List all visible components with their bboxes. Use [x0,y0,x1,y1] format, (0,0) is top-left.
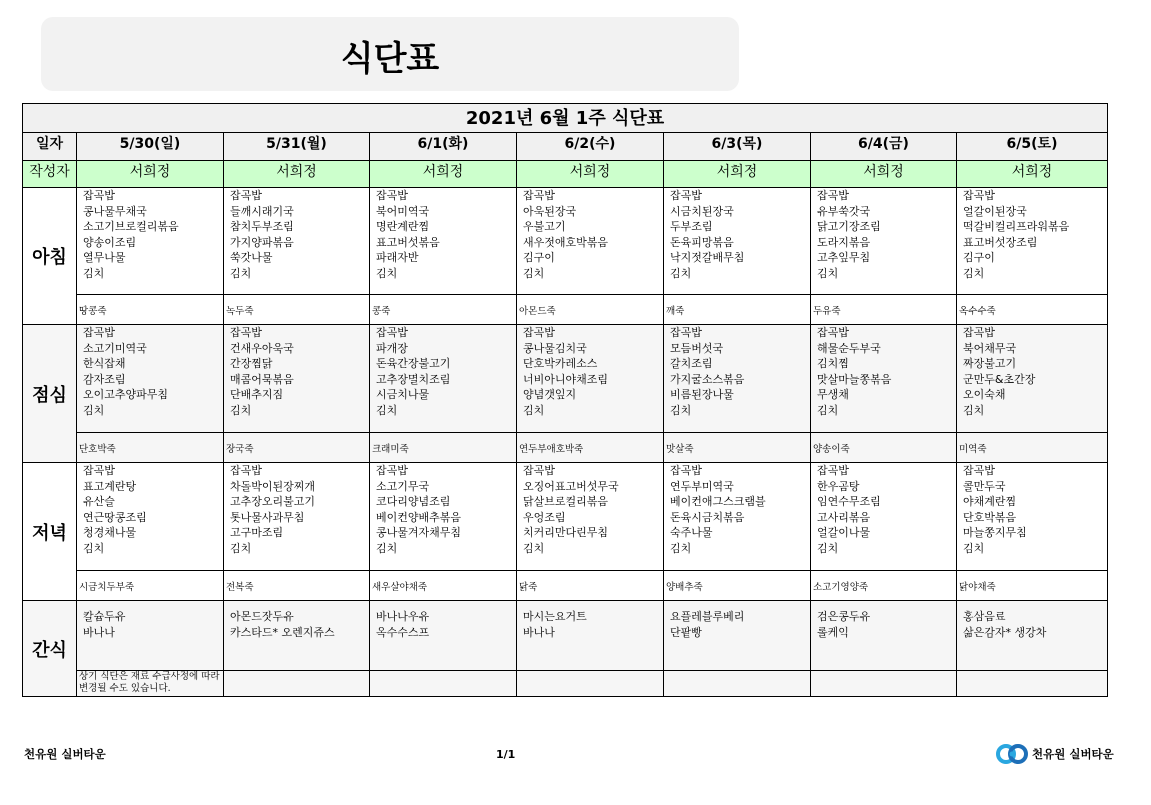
menu-item: 베이컨애그스크램블 [670,495,766,508]
meal-cell [224,188,370,295]
menu-item: 잡곡밥 [963,189,995,202]
porridge-row [23,433,1108,463]
menu-item: 김치 [670,541,692,555]
menu-item: 매콤어묵볶음 [230,372,294,386]
menu-item: 양송이조림 [83,235,137,249]
day-date: 6/4(금) [811,133,957,161]
menu-item: 바나나 [83,625,115,639]
menu-item: 김치 [523,266,545,280]
menu-item: 김치 [523,403,545,417]
menu-item: 소고기미역국 [83,341,147,355]
day-date: 6/5(토) [957,133,1108,161]
menu-item: 잡곡밥 [670,326,702,339]
menu-item: 잡곡밥 [523,326,555,339]
meal-row [23,601,1108,671]
menu-item: 열무나물 [83,251,126,264]
menu-item: 군만두&초간장 [963,372,1036,386]
menu-item: 롤케익 [817,625,849,639]
menu-item: 김치 [963,541,985,555]
menu-item: 얼갈이된장국 [963,204,1027,218]
menu-item: 한식잡채 [83,357,126,370]
meal-cell [517,601,664,671]
porridge-cell: 새우살야채죽 [370,571,517,601]
meal-cell [370,325,517,433]
menu-item: 쑥갓나물 [230,251,273,264]
menu-item: 아욱된장국 [523,204,577,218]
menu-item: 파래자반 [376,251,419,264]
meal-cell [957,601,1108,671]
menu-item: 시금치나물 [376,388,430,401]
menu-item: 마늘쫑지무침 [963,526,1027,539]
meal-cell [77,463,224,571]
menu-item: 잡곡밥 [523,189,555,202]
porridge-cell: 콩죽 [370,295,517,325]
menu-item: 김치찜 [817,357,849,370]
meal-label: 아침 [23,188,77,325]
meal-cell [664,463,811,571]
menu-item: 건새우아욱국 [230,341,294,355]
meal-label: 점심 [23,325,77,463]
meal-cell [77,325,224,433]
writer-label: 작성자 [23,161,77,188]
porridge-cell: 전복죽 [224,571,370,601]
menu-item: 잡곡밥 [83,189,115,202]
porridge-cell: 미역죽 [957,433,1108,463]
meal-cell [664,601,811,671]
day-date: 6/2(수) [517,133,664,161]
menu-item: 김치 [817,403,839,417]
menu-item: 한우곰탕 [817,479,860,493]
menu-item: 잡곡밥 [670,464,702,477]
day-date: 5/30(일) [77,133,224,161]
menu-item: 치커리만다린무침 [523,526,609,539]
menu-item: 잡곡밥 [817,326,849,339]
menu-item: 무생채 [817,388,849,401]
meal-cell [811,463,957,571]
menu-item: 떡갈비컬리프라워볶음 [963,220,1070,233]
footer-org-name: 천유원 실버타운 [24,747,106,761]
menu-item: 고추장멸치조림 [376,372,451,386]
menu-item: 표고버섯볶음 [376,235,440,249]
menu-item: 단호박카레소스 [523,357,598,370]
menu-item: 북어미역국 [376,204,430,218]
menu-item: 김치 [523,541,545,555]
menu-item: 유산슬 [83,495,115,508]
porridge-cell: 맛살죽 [664,433,811,463]
menu-item: 너비아니야채조림 [523,372,609,386]
menu-item: 가지굴소스볶음 [670,372,745,386]
writer-row [23,161,1108,188]
menu-item: 잡곡밥 [376,326,408,339]
day-date: 6/3(목) [664,133,811,161]
meal-cell [224,463,370,571]
date-label: 일자 [23,133,77,161]
porridge-cell: 땅콩죽 [77,295,224,325]
porridge-row [23,671,1108,697]
meal-cell [224,601,370,671]
menu-item: 짜장불고기 [963,357,1017,370]
menu-item: 단팥빵 [670,625,702,639]
menu-item: 단호박볶음 [963,510,1017,524]
meal-cell [77,188,224,295]
menu-item: 간장찜닭 [230,357,273,370]
menu-item: 임연수무조림 [817,495,881,508]
meal-label: 간식 [23,601,77,697]
meal-cell [370,463,517,571]
menu-item: 두부조림 [670,220,713,233]
meal-cell [370,188,517,295]
date-row [23,133,1108,161]
menu-item: 콩나물겨자채무침 [376,526,462,539]
meal-cell [517,188,664,295]
meal-cell [811,188,957,295]
porridge-cell: 닭야채죽 [957,571,1108,601]
menu-item: 닭살브로컬리볶음 [523,495,609,508]
day-writer: 서희정 [224,161,370,188]
menu-item: 갈치조림 [670,357,713,370]
menu-item: 표고버섯장조림 [963,235,1038,249]
menu-item: 옥수수스프 [376,625,430,639]
menu-item: 시금치된장국 [670,204,734,218]
menu-item: 돈육피망볶음 [670,235,734,249]
menu-item: 야채계란찜 [963,495,1017,508]
meal-label: 저녁 [23,463,77,601]
porridge-cell: 양송이죽 [811,433,957,463]
meal-cell [957,463,1108,571]
empty-cell [517,671,664,697]
chunyuwon-logo-icon [996,742,1030,766]
page-title-box [41,17,739,91]
meal-row [23,463,1108,571]
porridge-row [23,295,1108,325]
menu-item: 연두부미역국 [670,479,734,493]
menu-item: 소고기무국 [376,479,430,493]
menu-item: 칼슘두유 [83,610,126,623]
menu-item: 가지양파볶음 [230,235,294,249]
menu-item: 우불고기 [523,220,566,233]
menu-item: 바나나 [523,625,555,639]
day-date: 6/1(화) [370,133,517,161]
menu-item: 고사리볶음 [817,510,871,524]
menu-item: 잡곡밥 [817,189,849,202]
day-writer: 서희정 [957,161,1108,188]
menu-item: 베이컨양배추볶음 [376,510,462,524]
menu-item: 들깨시래기국 [230,204,294,218]
menu-item: 오이고추양파무침 [83,388,169,401]
note-cell [77,671,224,697]
menu-item: 닭고기장조림 [817,220,881,233]
meal-cell [664,188,811,295]
menu-item: 잡곡밥 [230,326,262,339]
empty-cell [224,671,370,697]
meal-cell [224,325,370,433]
meal-cell [77,601,224,671]
logo-text: 천유원 실버타운 [1032,747,1114,761]
empty-cell [370,671,517,697]
menu-item: 김치 [83,541,105,555]
menu-item: 참치두부조림 [230,220,294,233]
menu-item: 단배추지짐 [230,388,284,401]
porridge-cell: 시금치두부죽 [77,571,224,601]
menu-item: 돈육시금치볶음 [670,510,745,524]
menu-item: 새우젓애호박볶음 [523,235,609,249]
day-date: 5/31(월) [224,133,370,161]
menu-item: 해물순두부국 [817,341,881,355]
menu-item: 톳나물사과무침 [230,510,305,524]
menu-item: 도라지볶음 [817,235,871,249]
menu-item: 김치 [230,403,252,417]
menu-item: 김치 [83,266,105,280]
meal-cell [517,463,664,571]
menu-item: 잡곡밥 [83,326,115,339]
menu-item: 잡곡밥 [230,189,262,202]
menu-item: 콩나물김치국 [523,341,587,355]
menu-table [22,103,1108,697]
day-writer: 서희정 [517,161,664,188]
porridge-row [23,571,1108,601]
porridge-cell: 양배추죽 [664,571,811,601]
menu-item: 고구마조림 [230,526,284,539]
menu-item: 김치 [376,403,398,417]
page-number: 1/1 [496,748,516,761]
menu-item: 콩나물무채국 [83,204,147,218]
menu-item: 북어채무국 [963,341,1017,355]
day-writer: 서희정 [811,161,957,188]
menu-item: 잡곡밥 [230,464,262,477]
menu-item: 김치 [83,403,105,417]
porridge-cell: 녹두죽 [224,295,370,325]
menu-item: 김치 [376,541,398,555]
menu-item: 김치 [670,403,692,417]
menu-item: 잡곡밥 [817,464,849,477]
menu-item: 명란계란찜 [376,220,430,233]
porridge-cell: 소고기영양죽 [811,571,957,601]
porridge-cell: 닭죽 [517,571,664,601]
menu-item: 김치 [963,266,985,280]
meal-cell [957,188,1108,295]
porridge-cell: 크래미죽 [370,433,517,463]
menu-item: 삶은감자* 생강차 [963,625,1047,639]
menu-item: 오이숙채 [963,388,1006,401]
table-title: 2021년 6월 1주 식단표 [23,104,1108,133]
menu-item: 김치 [817,541,839,555]
menu-item: 오징어표고버섯무국 [523,479,619,493]
menu-item: 마시는요거트 [523,610,587,623]
menu-item: 김치 [963,403,985,417]
porridge-cell: 연두부애호박죽 [517,433,664,463]
menu-item: 검은콩두유 [817,610,871,623]
menu-item: 김치 [230,541,252,555]
menu-item: 카스타드* 오렌지쥬스 [230,625,335,639]
menu-item: 낙지젓갈배무침 [670,251,745,264]
menu-item: 맛살마늘쫑볶음 [817,372,892,386]
menu-item: 김치 [376,266,398,280]
meal-cell [517,325,664,433]
menu-item: 차돌박이된장찌개 [230,479,316,493]
menu-item: 숙주나물 [670,526,713,539]
menu-item: 김치 [230,266,252,280]
day-writer: 서희정 [77,161,224,188]
menu-item: 고추장오리불고기 [230,495,316,508]
meal-cell [370,601,517,671]
menu-item: 잡곡밥 [523,464,555,477]
footer-logo [996,742,1114,766]
menu-item: 얼갈이나물 [817,526,871,539]
day-writer: 서희정 [370,161,517,188]
porridge-cell: 장국죽 [224,433,370,463]
empty-cell [811,671,957,697]
menu-item: 홍삼음료 [963,610,1006,623]
porridge-cell: 깨죽 [664,295,811,325]
meal-row [23,188,1108,295]
menu-item: 감자조림 [83,372,126,386]
meal-cell [811,601,957,671]
meal-cell [811,325,957,433]
menu-item: 코다리양념조림 [376,495,451,508]
menu-item: 잡곡밥 [670,189,702,202]
menu-item: 아몬드잣두유 [230,610,294,623]
meal-cell [664,325,811,433]
porridge-cell: 두유죽 [811,295,957,325]
menu-item: 콜만두국 [963,479,1006,493]
day-writer: 서희정 [664,161,811,188]
meal-cell [957,325,1108,433]
page-title: 식단표 [340,39,440,79]
menu-item: 유부쑥갓국 [817,204,871,218]
empty-cell [957,671,1108,697]
porridge-cell: 아몬드죽 [517,295,664,325]
porridge-cell: 옥수수죽 [957,295,1108,325]
menu-item: 김치 [817,266,839,280]
menu-item: 요플레블루베리 [670,610,745,623]
menu-item: 잡곡밥 [963,326,995,339]
menu-item: 표고계란탕 [83,479,137,493]
menu-item: 청경채나물 [83,526,137,539]
meal-row [23,325,1108,433]
menu-item: 김구이 [963,251,995,264]
menu-item: 잡곡밥 [83,464,115,477]
menu-item: 고추잎무침 [817,251,871,264]
menu-item: 모듬버섯국 [670,341,724,355]
menu-item: 비름된장나물 [670,388,734,401]
menu-item: 잡곡밥 [376,464,408,477]
empty-cell [664,671,811,697]
menu-item: 바나나우유 [376,610,430,623]
menu-item: 파개장 [376,341,408,355]
menu-item: 김치 [670,266,692,280]
menu-item: 우엉조림 [523,510,566,524]
menu-item: 돈육간장불고기 [376,357,451,370]
menu-item: 양념갯잎지 [523,388,577,401]
menu-note: 상기 식단은 재료 수급사정에 따라 변경될 수도 있습니다. [79,671,220,694]
menu-item: 연근땅콩조림 [83,510,147,524]
menu-item: 잡곡밥 [376,189,408,202]
menu-item: 소고기브로컬리볶음 [83,220,179,233]
menu-item: 김구이 [523,251,555,264]
porridge-cell: 단호박죽 [77,433,224,463]
menu-item: 잡곡밥 [963,464,995,477]
